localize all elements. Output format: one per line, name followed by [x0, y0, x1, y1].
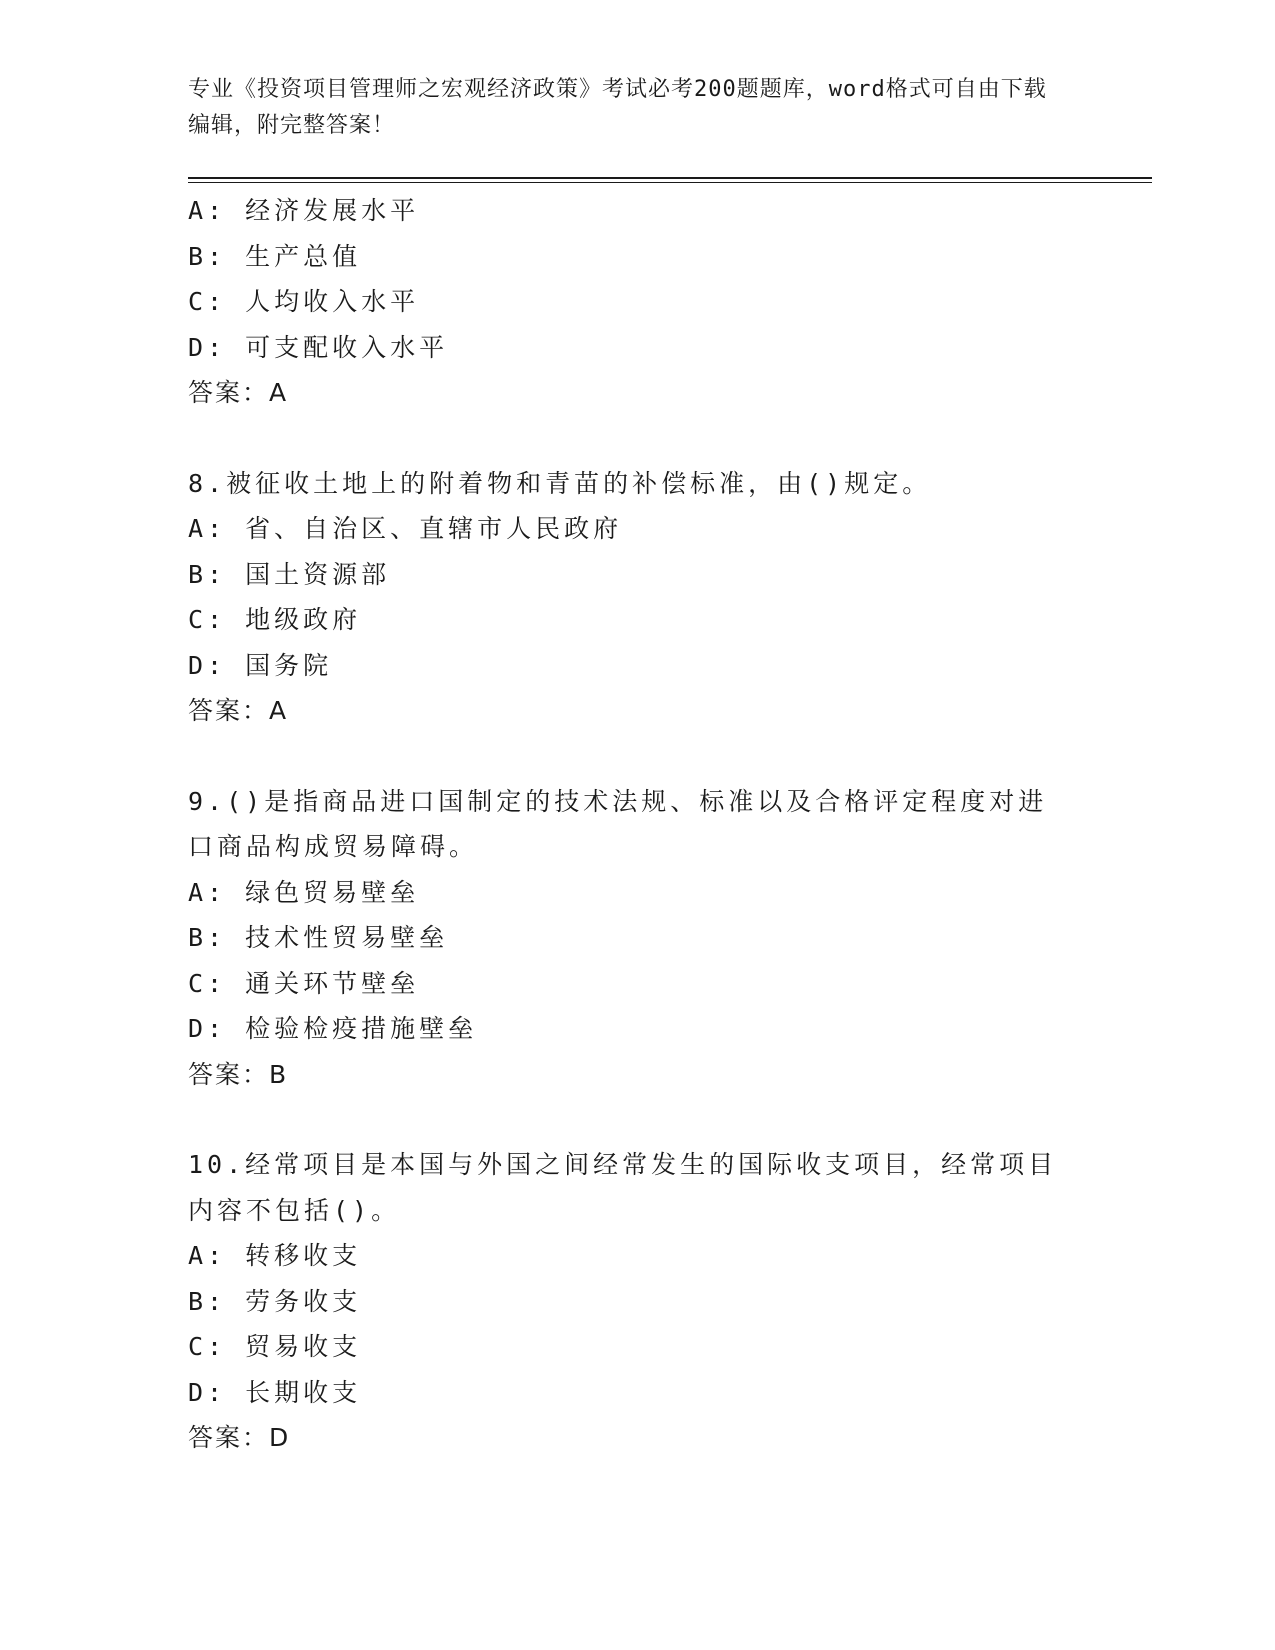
question-text: 8.被征收土地上的附着物和青苗的补偿标准，由()规定。	[188, 468, 932, 498]
option-c: C: 人均收入水平	[188, 287, 420, 316]
option-b: B: 生产总值	[188, 241, 362, 271]
document-header: 专业《投资项目管理师之宏观经济政策》考试必考200题题库，word格式可自由下载编辑，附完整答案！	[188, 77, 1047, 138]
header-rule-thin	[188, 182, 1152, 183]
question-text: 9.()是指商品进口国制定的技术法规、标准以及合格评定程度对进口商品构成贸易障碍。	[188, 786, 1048, 861]
option-c: C: 贸易收支	[188, 1332, 362, 1361]
option-d: D: 国务院	[188, 650, 333, 680]
option-a: A: 绿色贸易壁垒	[188, 877, 420, 907]
option-b: B: 技术性贸易壁垒	[188, 923, 449, 952]
question-block-8	[188, 461, 1088, 734]
option-b: B: 劳务收支	[188, 1286, 362, 1316]
option-d: D: 可支配收入水平	[188, 332, 449, 362]
option-a: A: 经济发展水平	[188, 196, 420, 225]
spacer	[188, 734, 1088, 779]
answer-label: 答案：B	[188, 1059, 289, 1089]
option-d: D: 长期收支	[188, 1377, 362, 1407]
option-a: A: 转移收支	[188, 1241, 362, 1270]
answer-label: 答案：A	[188, 696, 289, 725]
option-c: C: 通关环节壁垒	[188, 968, 420, 998]
answer-label: 答案：D	[188, 1423, 291, 1452]
spacer	[188, 416, 1088, 461]
spacer	[188, 1097, 1088, 1142]
question-text: 10.经常项目是本国与外国之间经常发生的国际收支项目，经常项目内容不包括()。	[188, 1150, 1058, 1225]
question-block-10	[188, 1142, 1088, 1461]
option-b: B: 国土资源部	[188, 559, 391, 589]
option-a: A: 省、自治区、直辖市人民政府	[188, 514, 623, 543]
answer-label: 答案：A	[188, 378, 289, 407]
option-c: C: 地级政府	[188, 605, 362, 634]
header-rule-thick	[188, 177, 1152, 179]
question-block-9	[188, 779, 1088, 1098]
option-d: D: 检验检疫措施壁垒	[188, 1014, 478, 1043]
question-list	[188, 188, 1088, 1461]
question-block-7	[188, 188, 1088, 416]
